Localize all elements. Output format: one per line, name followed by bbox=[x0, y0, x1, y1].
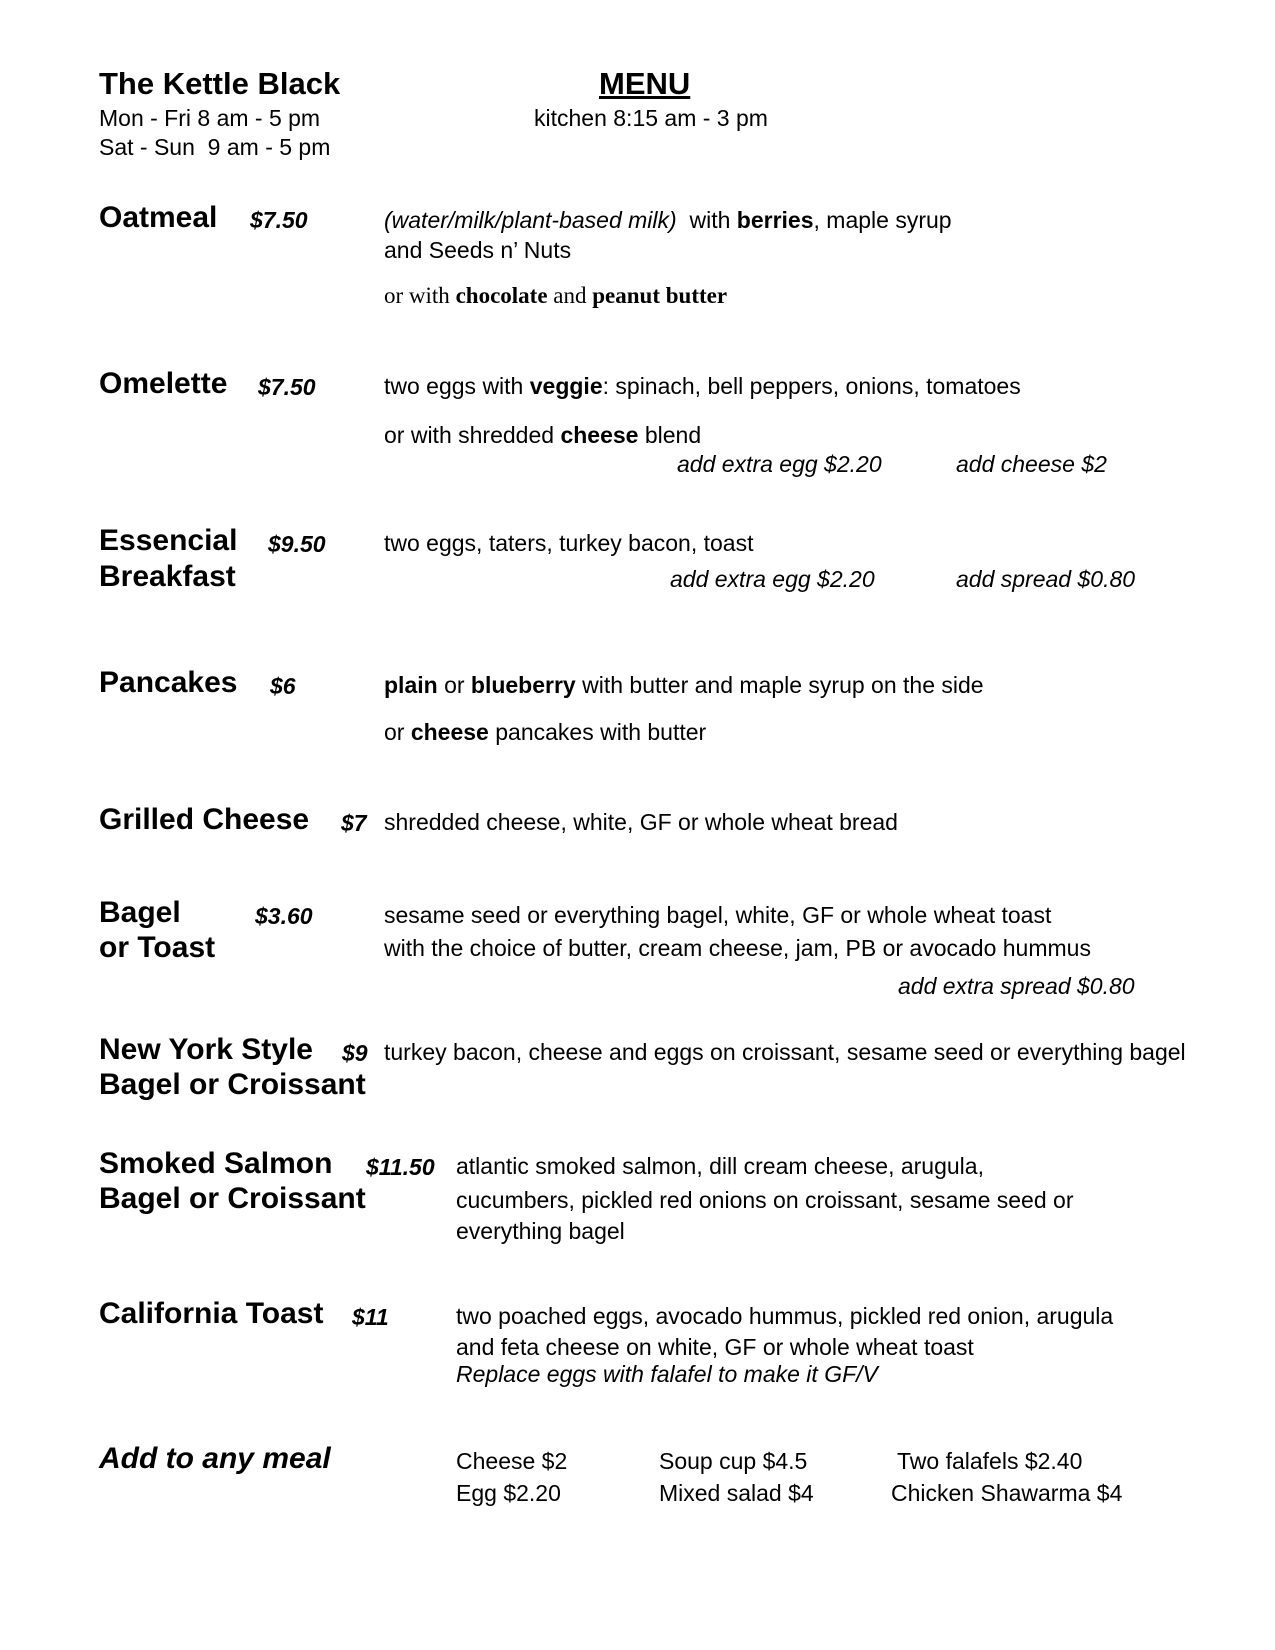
item-price-pancakes: $6 bbox=[270, 673, 296, 699]
smoked-salmon-desc-line1: atlantic smoked salmon, dill cream cheese, arugula, bbox=[456, 1153, 984, 1179]
oatmeal-desc-line3: or with chocolate and peanut butter bbox=[384, 283, 728, 308]
item-price-grilled-cheese: $7 bbox=[341, 810, 367, 836]
item-name-new-york-2: Bagel or Croissant bbox=[99, 1068, 366, 1101]
item-name-bagel-2: or Toast bbox=[99, 931, 216, 964]
new-york-desc: turkey bacon, cheese and eggs on croissant, sesame seed or everything bagel bbox=[384, 1039, 1186, 1065]
pancakes-desc-line2: or cheese pancakes with butter bbox=[384, 719, 707, 745]
addons-title: Add to any meal bbox=[99, 1442, 331, 1475]
cafe-name: The Kettle Black bbox=[99, 66, 341, 101]
smoked-salmon-desc-line2: cucumbers, pickled red onions on croissant, sesame seed or bbox=[456, 1187, 1074, 1213]
hours-weekend: Sat - Sun 9 am - 5 pm bbox=[99, 134, 331, 160]
bagel-addon-spread: add extra spread $0.80 bbox=[898, 973, 1135, 999]
essencial-addon-egg: add extra egg $2.20 bbox=[670, 566, 875, 592]
item-name-smoked-salmon-1: Smoked Salmon bbox=[99, 1147, 333, 1180]
menu-title: MENU bbox=[599, 66, 691, 101]
omelette-addon-cheese: add cheese $2 bbox=[956, 451, 1107, 477]
item-name-essencial-1: Essencial bbox=[99, 524, 238, 557]
bagel-desc-line2: with the choice of butter, cream cheese, jam, PB or avocado hummus bbox=[384, 935, 1091, 961]
addon-item: Cheese $2 bbox=[456, 1448, 568, 1474]
item-name-california-toast: California Toast bbox=[99, 1297, 324, 1330]
item-name-new-york-1: New York Style bbox=[99, 1033, 313, 1066]
california-desc-line2: and feta cheese on white, GF or whole wheat toast bbox=[456, 1334, 974, 1360]
addon-item: Mixed salad $4 bbox=[659, 1480, 814, 1506]
kitchen-hours: kitchen 8:15 am - 3 pm bbox=[534, 105, 768, 131]
smoked-salmon-desc-line3: everything bagel bbox=[456, 1218, 625, 1244]
grilled-cheese-desc: shredded cheese, white, GF or whole wheat bread bbox=[384, 809, 898, 835]
bagel-desc-line1: sesame seed or everything bagel, white, GF or whole wheat toast bbox=[384, 902, 1052, 928]
item-name-grilled-cheese: Grilled Cheese bbox=[99, 803, 310, 836]
addon-item: Chicken Shawarma $4 bbox=[891, 1480, 1123, 1506]
omelette-desc-line2: or with shredded cheese blend bbox=[384, 422, 702, 448]
essencial-desc-line1: two eggs, taters, turkey bacon, toast bbox=[384, 530, 754, 556]
oatmeal-desc-line1: (water/milk/plant-based milk) with berries, maple syrup bbox=[384, 207, 952, 233]
omelette-addon-egg: add extra egg $2.20 bbox=[677, 451, 882, 477]
item-name-smoked-salmon-2: Bagel or Croissant bbox=[99, 1182, 366, 1215]
pancakes-desc-line1: plain or blueberry with butter and maple syrup on the side bbox=[384, 672, 984, 698]
item-name-oatmeal: Oatmeal bbox=[99, 201, 218, 234]
addon-item: Egg $2.20 bbox=[456, 1480, 561, 1506]
item-price-oatmeal: $7.50 bbox=[250, 207, 308, 233]
item-price-bagel: $3.60 bbox=[255, 903, 313, 929]
addon-item: Two falafels $2.40 bbox=[897, 1448, 1083, 1474]
item-price-essencial: $9.50 bbox=[268, 531, 326, 557]
addon-item: Soup cup $4.5 bbox=[659, 1448, 808, 1474]
item-price-smoked-salmon: $11.50 bbox=[366, 1154, 435, 1180]
item-name-essencial-2: Breakfast bbox=[99, 560, 236, 593]
item-name-omelette: Omelette bbox=[99, 367, 228, 400]
item-name-pancakes: Pancakes bbox=[99, 666, 238, 699]
item-name-bagel-1: Bagel bbox=[99, 896, 181, 929]
item-price-omelette: $7.50 bbox=[258, 374, 316, 400]
item-price-new-york: $9 bbox=[342, 1040, 368, 1066]
essencial-addon-spread: add spread $0.80 bbox=[956, 566, 1136, 592]
oatmeal-desc-line2: and Seeds n’ Nuts bbox=[384, 237, 572, 263]
california-desc-line1: two poached eggs, avocado hummus, pickled red onion, arugula bbox=[456, 1303, 1114, 1329]
item-price-california-toast: $11 bbox=[352, 1304, 389, 1330]
california-note: Replace eggs with falafel to make it GF/V bbox=[456, 1361, 878, 1387]
omelette-desc-line1: two eggs with veggie: spinach, bell peppers, onions, tomatoes bbox=[384, 373, 1021, 399]
hours-weekday: Mon - Fri 8 am - 5 pm bbox=[99, 105, 321, 131]
